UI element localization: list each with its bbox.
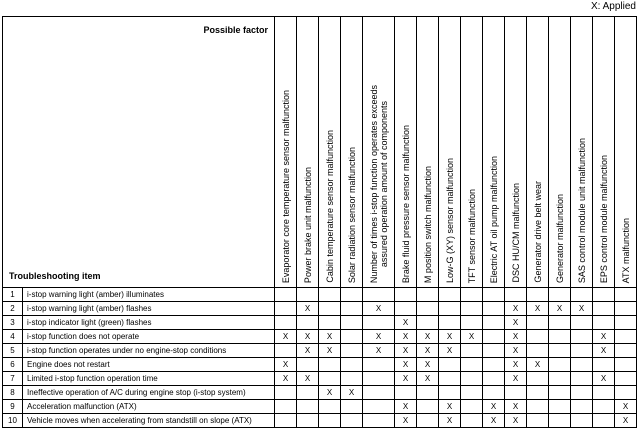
applied-mark: X: [275, 330, 297, 344]
applied-mark: [439, 302, 461, 316]
applied-mark: [549, 316, 571, 330]
applied-mark: [505, 386, 527, 400]
applied-mark: X: [505, 344, 527, 358]
row-number: 5: [3, 344, 23, 358]
applied-mark: [439, 288, 461, 302]
applied-mark: [363, 372, 395, 386]
factor-header: [341, 17, 363, 288]
applied-mark: [341, 302, 363, 316]
row-number: 10: [3, 414, 23, 428]
applied-mark: [275, 386, 297, 400]
applied-mark: X: [319, 330, 341, 344]
applied-mark: [341, 330, 363, 344]
table-row: [3, 386, 637, 400]
applied-mark: X: [505, 316, 527, 330]
applied-mark: X: [483, 400, 505, 414]
applied-mark: [341, 316, 363, 330]
row-number: 3: [3, 316, 23, 330]
applied-mark: X: [505, 358, 527, 372]
applied-mark: X: [319, 386, 341, 400]
applied-mark: [363, 386, 395, 400]
applied-mark: [461, 344, 483, 358]
applied-mark: X: [319, 344, 341, 358]
applied-mark: [363, 358, 395, 372]
applied-mark: [275, 400, 297, 414]
applied-mark: X: [363, 344, 395, 358]
applied-mark: [297, 288, 319, 302]
applied-mark: [395, 288, 417, 302]
troubleshooting-item: i-stop warning light (amber) illuminates: [23, 288, 275, 302]
applied-mark: [319, 358, 341, 372]
factor-label: Generator malfunction: [554, 193, 565, 283]
applied-mark: X: [341, 386, 363, 400]
applied-mark: X: [395, 358, 417, 372]
factor-header: [615, 17, 637, 288]
applied-mark: [483, 288, 505, 302]
factor-header: [417, 17, 439, 288]
applied-mark: [483, 330, 505, 344]
applied-mark: [549, 400, 571, 414]
applied-mark: [439, 316, 461, 330]
applied-mark: [571, 386, 593, 400]
applied-mark: [363, 288, 395, 302]
row-number: 9: [3, 400, 23, 414]
applied-mark: [275, 316, 297, 330]
applied-mark: X: [297, 344, 319, 358]
factor-label: EPS control module malfunction: [598, 154, 609, 283]
applied-mark: [615, 386, 637, 400]
applied-mark: [571, 414, 593, 428]
factor-label: DSC HU/CM malfunction: [510, 183, 521, 283]
applied-mark: [593, 358, 615, 372]
troubleshooting-item: Vehicle moves when accelerating from standstill on slope (ATX): [23, 414, 275, 428]
table-row: [3, 372, 637, 386]
applied-mark: [571, 358, 593, 372]
applied-mark: [439, 386, 461, 400]
applied-mark: X: [439, 344, 461, 358]
applied-mark: X: [439, 400, 461, 414]
factor-label: SAS control module unit malfunction: [576, 137, 587, 283]
applied-mark: [615, 358, 637, 372]
applied-mark: [319, 316, 341, 330]
applied-mark: [615, 372, 637, 386]
applied-mark: [297, 358, 319, 372]
applied-mark: [549, 414, 571, 428]
applied-mark: [527, 372, 549, 386]
applied-mark: [571, 288, 593, 302]
factor-header: [275, 17, 297, 288]
applied-mark: [527, 344, 549, 358]
troubleshooting-matrix: [2, 16, 637, 428]
applied-mark: [483, 386, 505, 400]
factor-label: Low-G (XY) sensor malfunction: [444, 157, 455, 283]
applied-mark: [615, 330, 637, 344]
applied-mark: [363, 414, 395, 428]
applied-mark: [549, 358, 571, 372]
applied-mark: [571, 344, 593, 358]
applied-mark: X: [275, 358, 297, 372]
factor-header: [297, 17, 319, 288]
table-row: [3, 414, 637, 428]
factor-label: Number of times i-stop function operates exceeds assured operation amount of components: [368, 84, 389, 283]
applied-mark: [571, 316, 593, 330]
troubleshooting-item: Limited i-stop function operation time: [23, 372, 275, 386]
factor-label: Generator drive belt wear: [532, 181, 543, 283]
applied-mark: [461, 372, 483, 386]
applied-mark: [417, 316, 439, 330]
table-row: [3, 400, 637, 414]
applied-mark: X: [505, 302, 527, 316]
applied-mark: [527, 414, 549, 428]
applied-mark: [549, 288, 571, 302]
applied-mark: [461, 316, 483, 330]
applied-mark: [341, 372, 363, 386]
troubleshooting-item-label: Troubleshooting item: [9, 271, 101, 281]
applied-mark: [395, 386, 417, 400]
applied-mark: [549, 372, 571, 386]
troubleshooting-item: Ineffective operation of A/C during engine stop (i-stop system): [23, 386, 275, 400]
troubleshooting-item: i-stop warning light (amber) flashes: [23, 302, 275, 316]
applied-mark: [593, 386, 615, 400]
applied-mark: [439, 358, 461, 372]
applied-mark: X: [615, 400, 637, 414]
applied-mark: [275, 288, 297, 302]
applied-mark: X: [527, 302, 549, 316]
applied-mark: [363, 316, 395, 330]
factor-header: [483, 17, 505, 288]
applied-mark: [571, 400, 593, 414]
applied-mark: [461, 400, 483, 414]
applied-mark: [527, 386, 549, 400]
applied-mark: X: [275, 372, 297, 386]
applied-mark: [341, 344, 363, 358]
applied-mark: X: [395, 330, 417, 344]
factor-header: [461, 17, 483, 288]
applied-mark: [549, 344, 571, 358]
factor-header: [439, 17, 461, 288]
applied-mark: X: [593, 330, 615, 344]
applied-mark: [505, 288, 527, 302]
applied-mark: [417, 288, 439, 302]
applied-mark: X: [395, 372, 417, 386]
applied-mark: [593, 302, 615, 316]
troubleshooting-item: Engine does not restart: [23, 358, 275, 372]
troubleshooting-item: i-stop indicator light (green) flashes: [23, 316, 275, 330]
factor-header: [571, 17, 593, 288]
applied-mark: X: [549, 302, 571, 316]
applied-mark: [275, 344, 297, 358]
factor-header: [319, 17, 341, 288]
applied-mark: [527, 400, 549, 414]
factor-header: [395, 17, 417, 288]
applied-mark: [319, 414, 341, 428]
factor-label: Solar radiation sensor malfunction: [346, 146, 357, 283]
applied-mark: [483, 316, 505, 330]
applied-mark: [461, 288, 483, 302]
possible-factor-label: Possible factor: [203, 25, 268, 35]
applied-mark: X: [483, 414, 505, 428]
table-row: [3, 358, 637, 372]
applied-mark: X: [417, 344, 439, 358]
factor-header: [549, 17, 571, 288]
applied-mark: X: [363, 330, 395, 344]
table-row: [3, 288, 637, 302]
factor-label: Brake fluid pressure sensor malfunction: [400, 124, 411, 283]
factor-label: Power brake unit malfunction: [302, 166, 313, 283]
applied-mark: X: [297, 302, 319, 316]
applied-mark: [417, 400, 439, 414]
applied-mark: [297, 316, 319, 330]
applied-mark: [615, 316, 637, 330]
applied-mark: X: [363, 302, 395, 316]
applied-mark: X: [417, 358, 439, 372]
applied-mark: [341, 288, 363, 302]
applied-mark: X: [417, 372, 439, 386]
factor-label: M position switch malfunction: [422, 165, 433, 283]
applied-mark: [571, 330, 593, 344]
row-number: 2: [3, 302, 23, 316]
applied-mark: [417, 386, 439, 400]
applied-mark: X: [417, 330, 439, 344]
applied-mark: [527, 288, 549, 302]
row-number: 4: [3, 330, 23, 344]
legend: X: Applied: [590, 1, 636, 12]
applied-mark: X: [439, 330, 461, 344]
applied-mark: [275, 302, 297, 316]
applied-mark: [461, 386, 483, 400]
applied-mark: [549, 386, 571, 400]
applied-mark: X: [297, 372, 319, 386]
row-number: 1: [3, 288, 23, 302]
applied-mark: X: [615, 414, 637, 428]
troubleshooting-item: Acceleration malfunction (ATX): [23, 400, 275, 414]
applied-mark: X: [593, 344, 615, 358]
applied-mark: [549, 330, 571, 344]
applied-mark: X: [395, 316, 417, 330]
applied-mark: [593, 414, 615, 428]
table-row: [3, 330, 637, 344]
applied-mark: [483, 358, 505, 372]
applied-mark: [297, 414, 319, 428]
table-row: [3, 302, 637, 316]
applied-mark: [593, 400, 615, 414]
applied-mark: [615, 288, 637, 302]
applied-mark: [319, 302, 341, 316]
applied-mark: [439, 372, 461, 386]
applied-mark: [615, 344, 637, 358]
factor-label: Evaporator core temperature sensor malfunction: [280, 89, 291, 283]
applied-mark: [275, 414, 297, 428]
row-number: 6: [3, 358, 23, 372]
applied-mark: [571, 372, 593, 386]
table-row: [3, 316, 637, 330]
factor-label: TFT sensor malfunction: [466, 188, 477, 283]
factor-label: ATX malfunction: [620, 217, 631, 283]
applied-mark: X: [461, 330, 483, 344]
corner-cell: [3, 17, 275, 288]
applied-mark: [483, 372, 505, 386]
factor-header: [527, 17, 549, 288]
applied-mark: [615, 302, 637, 316]
applied-mark: X: [439, 414, 461, 428]
applied-mark: [527, 330, 549, 344]
applied-mark: X: [395, 344, 417, 358]
applied-mark: X: [571, 302, 593, 316]
factor-label: Electric AT oil pump malfunction: [488, 155, 499, 283]
matrix-body: [3, 288, 637, 428]
applied-mark: [341, 414, 363, 428]
table-row: [3, 344, 637, 358]
applied-mark: [461, 302, 483, 316]
applied-mark: X: [297, 330, 319, 344]
applied-mark: X: [395, 414, 417, 428]
applied-mark: X: [505, 400, 527, 414]
applied-mark: [593, 288, 615, 302]
applied-mark: [395, 302, 417, 316]
applied-mark: [341, 400, 363, 414]
applied-mark: X: [505, 414, 527, 428]
applied-mark: [363, 400, 395, 414]
applied-mark: X: [593, 372, 615, 386]
applied-mark: [341, 358, 363, 372]
applied-mark: X: [505, 372, 527, 386]
applied-mark: [297, 400, 319, 414]
applied-mark: [593, 316, 615, 330]
applied-mark: [297, 386, 319, 400]
applied-mark: [319, 288, 341, 302]
applied-mark: [319, 372, 341, 386]
factor-header: [363, 17, 395, 288]
applied-mark: X: [395, 400, 417, 414]
applied-mark: [527, 316, 549, 330]
factor-label: Cabin temperature sensor malfunction: [324, 130, 335, 283]
applied-mark: [483, 302, 505, 316]
troubleshooting-item: i-stop function operates under no engine-stop conditions: [23, 344, 275, 358]
applied-mark: [417, 302, 439, 316]
applied-mark: [461, 414, 483, 428]
factor-header: [505, 17, 527, 288]
applied-mark: X: [505, 330, 527, 344]
applied-mark: [483, 344, 505, 358]
applied-mark: [417, 414, 439, 428]
applied-mark: [319, 400, 341, 414]
row-number: 8: [3, 386, 23, 400]
troubleshooting-item: i-stop function does not operate: [23, 330, 275, 344]
applied-mark: X: [527, 358, 549, 372]
row-number: 7: [3, 372, 23, 386]
applied-mark: [461, 358, 483, 372]
header-row: [3, 17, 637, 288]
factor-header: [593, 17, 615, 288]
